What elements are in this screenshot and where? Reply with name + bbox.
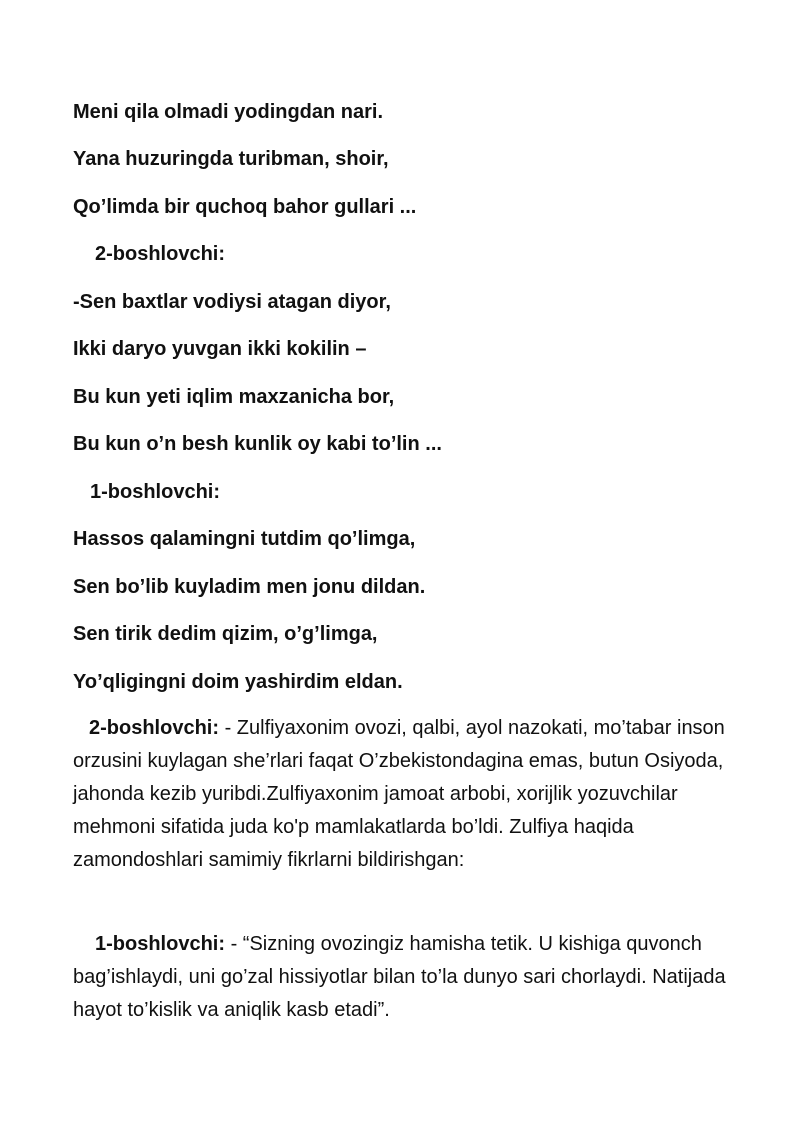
speaker-label: 1-boshlovchi: bbox=[95, 933, 226, 955]
poem-line: Sen tirik dedim qizim, o’g’limga, bbox=[73, 623, 378, 645]
poem-line: Yana huzuringda turibman, shoir, bbox=[73, 148, 389, 170]
poem-line: Bu kun yeti iqlim maxzanicha bor, bbox=[73, 386, 395, 408]
speaker-heading: 2-boshlovchi: bbox=[95, 243, 226, 265]
paragraph-text: - Zulfiyaxonim ovozi, qalbi, ayol nazokati, mo’tabar inson orzusini kuylagan she’rlari faqat O’zbekistondagina emas, butun Osiyoda, jahonda kezib yuribdi.Zulfiyaxonim jamoat arbobi, xorijlik yozuvchilar mehmoni sifatida juda ko'p mamlakatlarda bo’ldi. Zulfiya haqida zamondoshlari samimiy fikrlarni bildirishgan: bbox=[73, 717, 725, 871]
paragraph-text: - “Sizning ovozingiz hamisha tetik. U kishiga quvonch bag’ishlaydi, uni go’zal hissiyotlar bilan to’la dunyo sari chorlaydi. Natijada hayot to’kislik va aniqlik kasb etadi”. bbox=[73, 933, 726, 1021]
poem-line: Yo’qligingni doim yashirdim eldan. bbox=[73, 671, 403, 693]
poem-line: Qo’limda bir quchoq bahor gullari ... bbox=[73, 196, 417, 218]
poem-line: Hassos qalamingni tutdim qo’limga, bbox=[73, 528, 416, 550]
poem-line: -Sen baxtlar vodiysi atagan diyor, bbox=[73, 291, 391, 313]
narration-paragraph bbox=[73, 928, 733, 1027]
poem-line: Meni qila olmadi yodingdan nari. bbox=[73, 101, 384, 123]
poem-line: Bu kun o’n besh kunlik oy kabi to’lin ... bbox=[73, 433, 442, 455]
narration-paragraph bbox=[73, 712, 733, 877]
poem-line: Ikki daryo yuvgan ikki kokilin – bbox=[73, 338, 367, 360]
speaker-heading: 1-boshlovchi: bbox=[90, 481, 221, 503]
poem-line: Sen bo’lib kuyladim men jonu dildan. bbox=[73, 576, 426, 598]
speaker-label: 2-boshlovchi: bbox=[89, 717, 220, 739]
